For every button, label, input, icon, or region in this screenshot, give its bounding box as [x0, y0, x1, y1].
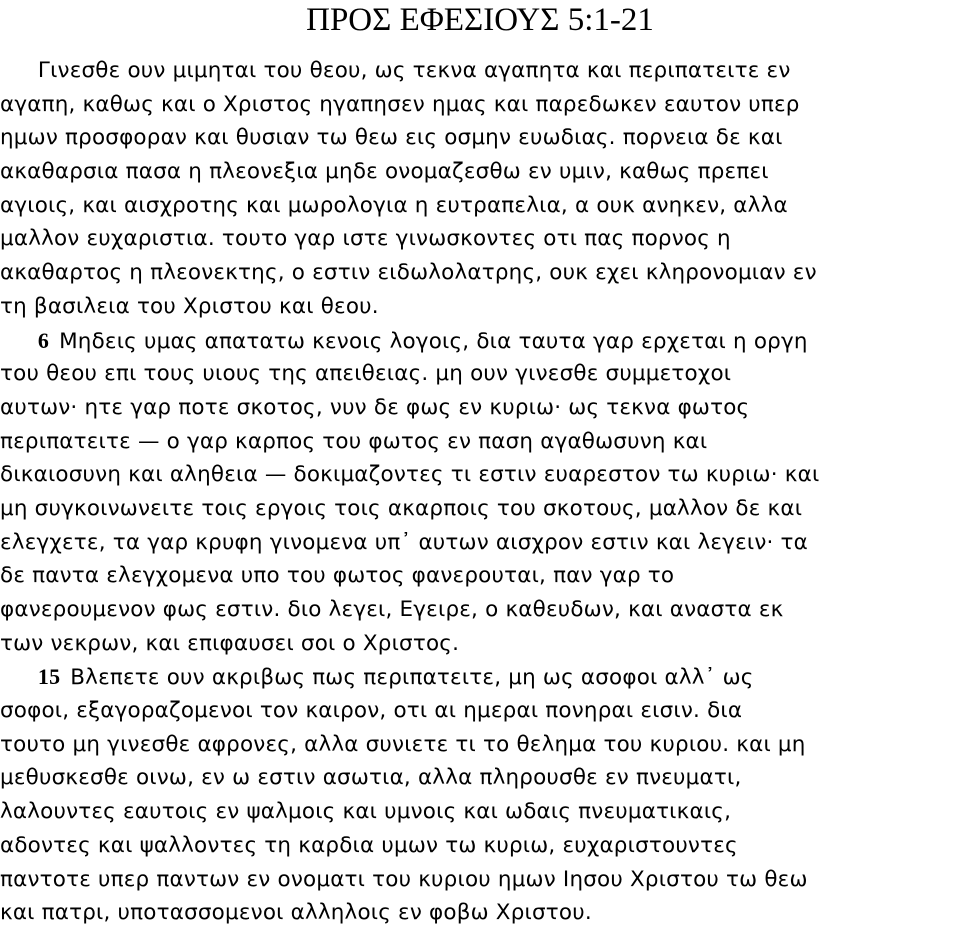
- verse-number-15: 15: [37, 664, 61, 690]
- verse-number-6: 6: [37, 327, 50, 353]
- text-line-2: αγαπη, καθως και ο Χριστος ηγαπησεν ημας και παρεδωκεν εαυτον υπερ: [0, 91, 800, 117]
- text-line-7: ακαθαρτος η πλεονεκτης, ο εστιν ειδωλολατρης, ουκ εχει κληρονομιαν εν: [0, 260, 817, 286]
- text-line-5: αγιοις, και αισχροτης και μωρολογια η ευτραπελια, α ουκ ανηκεν, αλλα: [0, 192, 788, 218]
- text-line-4: ακαθαρσια πασα η πλεονεξια μηδε ονομαζεσθω εν υμιν, καθως πρεπει: [0, 159, 769, 185]
- text-line-24: αδοντες και ψαλλοντες τη καρδια υμων τω κυριω, ευχαριστουντες: [0, 832, 738, 858]
- text-line-21: τουτο μη γινεσθε αφρονες, αλλα συνιετε τι το θελημα του κυριου. και μη: [0, 731, 806, 757]
- text-line-3: ημων προσφοραν και θυσιαν τω θεω εις οσμην ευωδιας. πορνεια δε και: [0, 125, 783, 151]
- text-line-20: σοφοι, εξαγοραζομενοι τον καιρον, οτι αι ημεραι πονηραι εισιν. δια: [0, 698, 743, 724]
- text-line-9-content: Μηδεις υμας απατατω κενοις λογοις, δια ταυτα γαρ ερχεται η οργη: [59, 328, 808, 354]
- text-line-22: μεθυσκεσθε οινω, εν ω εστιν ασωτια, αλλα πληρουσθε εν πνευματι,: [0, 765, 742, 791]
- text-line-13: δικαιοσυνη και αληθεια — δοκιμαζοντες τι εστιν ευαρεστον τω κυριω· και: [0, 462, 820, 488]
- text-line-19: [0, 660, 958, 694]
- text-line-15: ελεγχετε, τα γαρ κρυφη γινομενα υπ᾽ αυτων αισχρον εστιν και λεγειν· τα: [0, 529, 809, 555]
- text-line-18: των νεκρων, και επιφαυσει σοι ο Χριστος.: [0, 630, 460, 656]
- text-line-19-content: Βλεπετε ουν ακριβως πως περιπατειτε, μη ως ασοφοι αλλ᾽ ως: [70, 665, 754, 691]
- text-line-11: αυτων· ητε γαρ ποτε σκοτος, νυν δε φως εν κυριω· ως τεκνα φωτος: [0, 394, 750, 420]
- text-line-10: του θεου επι τους υιους της απειθειας. μη ουν γινεσθε συμμετοχοι: [0, 361, 732, 387]
- text-line-6: μαλλον ευχαριστια. τουτο γαρ ιστε γινωσκοντες οτι πας πορνος η: [0, 226, 731, 252]
- text-line-12: περιπατειτε — ο γαρ καρπος του φωτος εν παση αγαθωσυνη και: [0, 428, 708, 454]
- text-line-23: λαλουντες εαυτοις εν ψαλμοις και υμνοις και ωδαις πνευματικαις,: [0, 799, 732, 825]
- text-line-14: μη συγκοινωνειτε τοις εργοις τοις ακαρποις του σκοτους, μαλλον δε και: [0, 495, 803, 521]
- text-line-17: φανερουμενον φως εστιν. διο λεγει, Εγειρε, ο καθευδων, και αναστα εκ: [0, 597, 784, 622]
- scripture-text: [0, 54, 960, 930]
- text-line-8: τη βασιλεια του Χριστου και θεου.: [0, 293, 379, 319]
- text-line-25: παντοτε υπερ παντων εν ονοματι του κυριου ημων Ιησου Χριστου τω θεω: [0, 866, 808, 892]
- page-title: ΠΡΟΣ ΕΦΕΣΙΟΥΣ 5:1-21: [306, 2, 654, 38]
- text-line-26: και πατρι, υποτασσομενοι αλληλοις εν φοβω Χριστου.: [0, 900, 592, 926]
- text-line-1: Γινεσθε ουν μιμηται του θεου, ως τεκνα αγαπητα και περιπατειτε εν: [37, 58, 791, 83]
- text-line-9: [0, 324, 958, 358]
- text-line-16: δε παντα ελεγχομενα υπο του φωτος φανερουται, παν γαρ το: [0, 563, 675, 589]
